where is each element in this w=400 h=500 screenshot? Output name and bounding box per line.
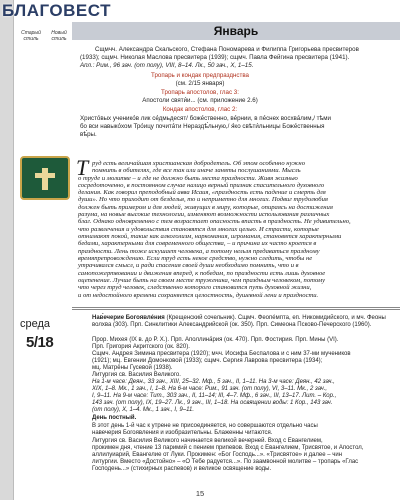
- essay-line: благ. Однако одновременно с тем возрастает опасность впасть в праздность. Не удивительно,: [78, 218, 351, 225]
- essay-line: самопожертвовании и движения вперед, к победам, по праздности есть лишь духовное: [78, 270, 326, 277]
- month-header: [72, 22, 400, 40]
- liturgy-line: Литургия св. Василия Великого.: [92, 372, 181, 378]
- troparion-apostles-title: Тропарь апостолов, глас 3:: [161, 89, 239, 96]
- essay-line: утрачивался смысл, и ради спасения своей души необходимо помнить, что и в: [78, 262, 299, 269]
- essay-line: оцепенение. Лучше быть на своем месте труженика, чем праздным человеком, потому: [78, 277, 326, 284]
- essay-line: праздности. Лень тоже искушает человека, а потому нельзя предаваться праздному: [78, 248, 320, 255]
- rubric-line: навечерия Богоявления и изобразительны. Блаженны читаются.: [92, 430, 273, 436]
- readings-line: (от полу), X, 1–4. Мк., 1 зач., I, 9–11.: [92, 407, 195, 413]
- kontakion-line: Христо́вых ученико́в лик се́дмьдесят/ боже́ственно, ве́рнии, в пе́снех восхва́лим,/ тѣми: [80, 115, 332, 122]
- day-date: 5/18: [26, 334, 54, 351]
- fast-day-title: День постный.: [92, 415, 137, 421]
- essay-line: и от недостойного времени сохраняется целостность, душевной лени и праздности.: [78, 292, 319, 299]
- saints-line: мц. Матрёны Гусевой (1938).: [92, 365, 173, 371]
- weekday-label: среда: [20, 318, 51, 330]
- cross-ornament-icon: [20, 156, 70, 200]
- rubric-line: прокимен дня, чтение 13 паримий с пением припевов. Вход с Евангелием, Трисвятое, и Апостол,: [92, 445, 364, 451]
- essay-line: отнимают покой, такие как алкоголизм, наркомания, игромания, становятся характерными: [78, 233, 342, 240]
- new-style-label: Новый стиль: [51, 30, 67, 42]
- essay-line: бедами, характерными для современного общества, – и причина их часто кроется в: [78, 240, 317, 247]
- kontakion-line: вѣ́ры.: [80, 131, 97, 138]
- essay-dropcap: Т: [76, 155, 89, 180]
- essay-line: делания. Как говорил преподобный авва Исаия, «праздность есть падение и смерть для: [78, 189, 326, 196]
- essay-line: что через труд человек, следственно которого становится путь духовной жизни,: [78, 284, 312, 291]
- saints-line: Прор. Михея (IX в. до Р. Х.). Прп. Аполлина́рия (ок. 470). Прп. Фостирия. Прп. Мины (VI).: [92, 337, 339, 343]
- essay-line: разума, на новые высокие технологии, изменяют возможности использования различных: [78, 211, 330, 218]
- readings-line: 143 зач. (от полу), IX, 19–27. Лк., 9 зач., III, 1–18. На освящении воды: 1 Кор., 143 зач.: [92, 400, 333, 406]
- feast-title: Нав́ечерие Богоявлéния: [92, 315, 165, 321]
- feast-title-rest: (Крещенский сочельник). Сщмч. Феопéмпта, еп. Никомидийского, и мч. Феоны волхва (303). Прп. Синклитики Александрийской (ок. 350). Прп. Симеона Псково-Печерского (1960).: [92, 315, 386, 328]
- old-style-label: Старый стиль: [21, 30, 41, 42]
- rubric-line: аллилуиарий, Евангелие от Луки. Прокимен: «Бог Господь...». «Трисвятое» и далее – чин: [92, 452, 343, 458]
- essay-line: о труде и молитве – и где не должно быть места праздности. Живя жизнью: [78, 175, 298, 182]
- commemoration-line: (1933); сщмч. Николая Маслова пресвитера (1939); сщмч. Павла Фейгина пресвитера (1941).: [80, 54, 350, 61]
- rubric-line: Литургия св. Василия Великого начинается великой вечерней. Вход с Евангелием,: [92, 438, 323, 444]
- essay-line: времяпрепровождению. Если труд есть некое средство, нужно следить, чтобы не: [78, 255, 313, 262]
- section-divider: [72, 309, 400, 310]
- section-divider: [72, 307, 400, 308]
- page-number: 15: [195, 489, 205, 498]
- readings-line: На 1-м часе: Деян., 33 зач., XIII, 25–32. Мф., 5 зач., II, 1–11. На 3-м часе: Деян., 42 зач.,: [92, 379, 335, 385]
- feast-heading: [92, 315, 397, 329]
- readings-line: XIX, 1–8. Мк., 1 зач., I, 1–8. На 6-м часе: Рим., 91 зач. (от полу), VI, 3–11. Мк., 2 зач.,: [92, 386, 328, 392]
- commemoration-line: Сщмчч. Александра Скальского, Стефана Пономарева и Филиппа Григорьева пресвитеров: [95, 46, 359, 53]
- essay-line: сосредоточенно, в постоянном случае налицо верный признак спасительного духовного: [78, 182, 325, 189]
- essay-line: руд есть величайшая христианская добродетель. Об этом особенно нужно: [92, 160, 305, 167]
- kontakion-line: бо вси навыко́хом Тро́ицу почита́ти Нераздѣ́льную,/ я́ко свѣти́льницы Боже́ственныя: [80, 123, 325, 130]
- rubric-line: литургии. Вместо «Достойно» – «О Тебе радуется...». По заамвонной молитве – тропарь «Глас: [92, 459, 359, 465]
- essay-line: души». Но что приходит от безделья, то и неприметно для многих. Подвиг трудолюбия: [78, 196, 328, 203]
- rubric-line: Господень...» (стихирных распевов) и великое освящение воды.: [92, 466, 272, 472]
- essay-line: что развлечения и удовольствия становятся для многих целью. И страсти, которые: [78, 226, 319, 233]
- readings-line: I, 9–11. На 9-м часе: Тит., 303 зач., II, 11–14; III, 4–7. Мф., 6 зач., III, 13–17. Лит. – Кор.,: [92, 393, 337, 399]
- troparion-feast-title: Тропарь и кондак предпразднства: [151, 72, 249, 79]
- saints-line: (1921); мц. Евгении Домонковой (1933); сщмч. Сергия Лаврова пресвитера (1934);: [92, 358, 323, 364]
- troparion-feast-ref: (см. 2/15 января): [175, 80, 225, 87]
- troparion-apostles-text: Апостоли святи́и... (см. приложение 2.6): [142, 97, 258, 104]
- saints-line: Сщмч. Андрея Зимина пресвитера (1920); мчч. Иосифа Беспалова и с ним 37-ми мучеников: [92, 351, 351, 357]
- kontakion-apostles-title: Кондак апостолов, глас 2:: [162, 106, 238, 113]
- essay-line: помнить в обителях, где все так или иначе заняты послушаниями. Мысль: [92, 167, 301, 174]
- month-title: Январь: [213, 24, 259, 38]
- saints-line: Прп. Григория Акритского (ок. 820).: [92, 344, 190, 350]
- essay-line: должен быть примером и для людей, живущих в миру, которые, опираясь на достижения: [78, 204, 333, 211]
- readings-line: Апл.: Рим., 96 зач. (от полу), VIII, 8–14. Лк., 50 зач., Х, 1–15.: [80, 62, 254, 69]
- rubric-line: В этот день 1-й час к утрене не присоединяется, но совершаются отдельно часы: [92, 423, 318, 429]
- watermark-logo: БЛАГОВЕСТ: [2, 1, 111, 20]
